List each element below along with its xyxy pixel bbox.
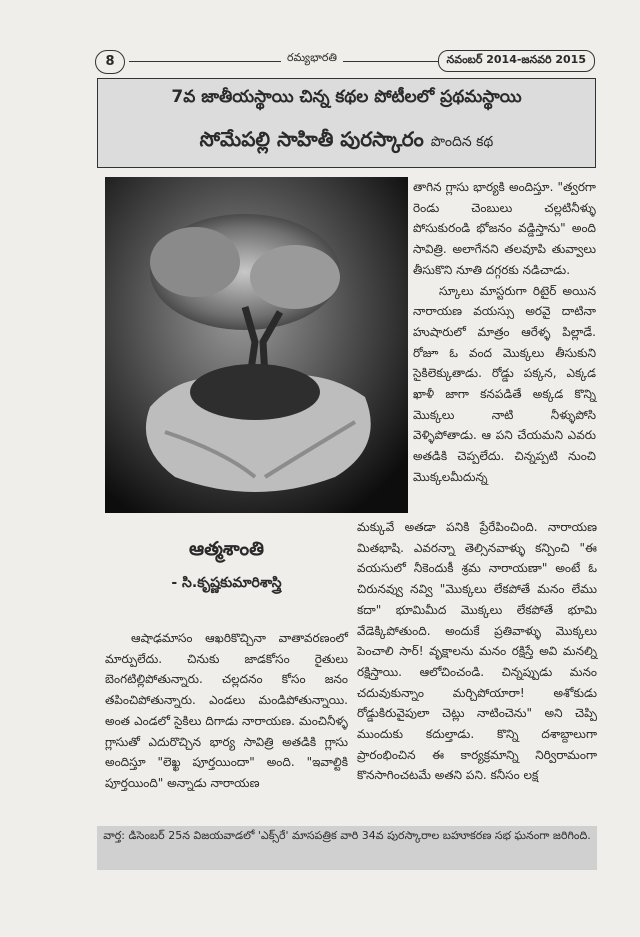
title-box xyxy=(97,78,596,168)
paragraph: ఆషాఢమాసం ఆఖరికొచ్చినా వాతావరణంలో మార్పులేదు. చినుకు జాడకోసం రైతులు బెంగటిల్లిపోతున్నారు. చల్లదనం కోసం జనం తపించిపోతున్నారు. ఎండలు మండిపోతున్నాయి. అంత ఎండలో సైకిలు దిగాడు నారాయణ. మంచినీళ్ళ గ్లాసుతో ఎదురొచ్చిన భార్య సావిత్రి అతడికి గ్లాసు అందిస్తూ "లెఖ్ఖ పూర్తయిందా" అంది. "ఇవాల్టికి పూర్తయింది" అన్నాడు నారాయణ xyxy=(105,631,348,790)
title-line-1: 7వ జాతీయస్థాయి చిన్న కథల పోటీలలో ప్రథమస్థాయి xyxy=(171,87,522,107)
page-number: 8 xyxy=(95,50,125,74)
magazine-name: రమ్యభారతి xyxy=(281,51,343,67)
page-header xyxy=(95,50,595,74)
award-suffix: పొందిన కథ xyxy=(430,134,494,150)
hands-holding-tree-icon xyxy=(105,177,408,513)
paragraph: స్కూలు మాస్టరుగా రిటైర్ అయిన నారాయణ వయస్సు అరవై దాటినా హుషారులో మాత్రం ఆరేళ్ళ పిల్లాడే. రోజూ ఓ వంద మొక్కలు తీసుకుని సైకిలెక్కుతాడు. రోడ్డు పక్కన, ఎక్కడ ఖాళీ జాగా కనపడితే అక్కడ కొన్ని మొక్కలు నాటి నీళ్ళుపోసి వెళ్ళిపోతాడు. ఆ పని చేయమని ఎవరు అతడికి చెప్పలేదు. చిన్నప్పటి నుంచి మొక్కలమీదున్న xyxy=(413,283,596,484)
story-author: - సి.కృష్ణకుమారిశాస్త్రి xyxy=(171,575,282,591)
paragraph: తాగిన గ్లాసు భార్యకి అందిస్తూ. "త్వరగా రెండు చెంబులు చల్లటినీళ్ళు పోసుకురండి భోజనం వడ్డిస్తాను" అంది సావిత్రి. అలాగేనని తలవూపి తువ్వాలు తీసుకొని నూతి దగ్గరకు నడిచాడు. xyxy=(413,180,596,277)
left-column xyxy=(105,628,348,794)
issue-date: నవంబర్ 2014-జనవరి 2015 xyxy=(438,50,595,72)
paragraph: మక్కువే అతడా పనికి ప్రేరేపించింది. నారాయణ మితభాషి. ఎవరన్నా తెల్సినవాళ్ళు కన్పించి "ఈ వయసులో నీకెందుకీ శ్రమ నారాయణా" అంటే ఓ చిరునవ్వు నవ్వి "మొక్కలు లేకపోతే మనం లేము కదా" భూమిమీద మొక్కలు లేకపోతే భూమి వేడెక్కిపోతుంది. అందుకే ప్రతివాళ్ళు మొక్కలు పెంచాలి సార్! వృక్షాలను మనం రక్షిస్తే అవి మనల్ని రక్షిస్తాయి. ఆలోచించండి. చిన్నప్పుడు మనం చదువుకున్నాం మర్చిపోయారా! అశోకుడు రోడ్డుకిరువైపులా చెట్లు నాటించెను" అని చెప్పి ముందుకు కదుల్తాడు. కొన్ని దశాబ్దాలుగా ప్రారంభించిన ఈ కార్యక్రమాన్ని నిర్విరామంగా కొనసాగించటమే అతని పని. కనీసం లక్ష xyxy=(357,520,597,783)
story-title: ఆత్మశాంతి xyxy=(189,538,264,560)
right-column xyxy=(357,517,597,786)
news-footer: వార్త: డిసెంబర్ 25న విజయవాడలో 'ఎక్స్‌రే' మాసపత్రిక వారి 34వ పురస్కారాల బహూకరణ సభ ఘనంగా జరిగింది. xyxy=(97,826,597,870)
right-top-column xyxy=(413,177,596,488)
award-name: సోమేపల్లి సాహితీ పురస్కారం xyxy=(199,127,424,151)
title-line-2 xyxy=(98,127,595,156)
